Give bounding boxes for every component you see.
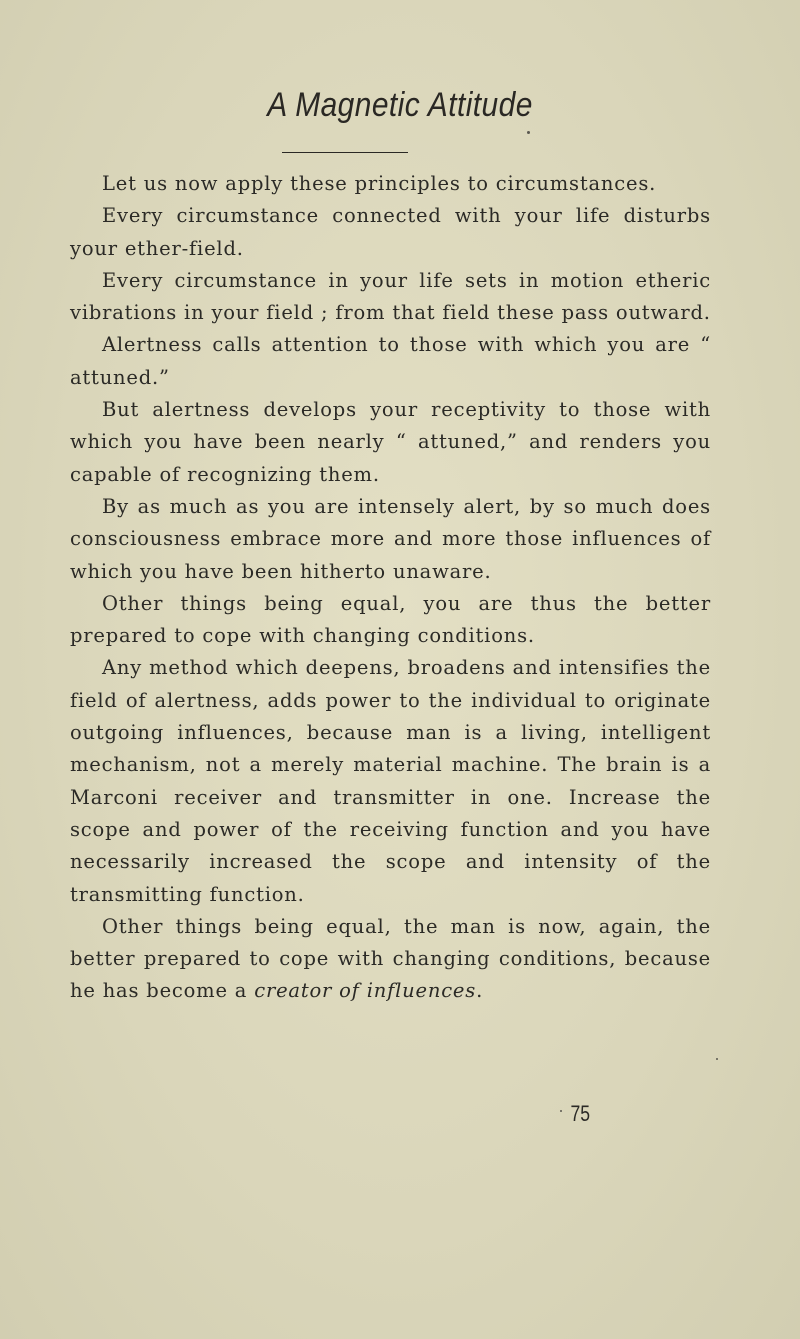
body-text xyxy=(70,168,711,1008)
print-speck xyxy=(527,131,530,134)
paragraph: Other things being equal, you are thus the better prepared to cope with changing conditions. xyxy=(70,591,711,648)
paragraph-last xyxy=(70,911,711,1008)
paragraph-last-text: Other things being equal, the man is now, again, the better prepared to cope with changing conditions, because he has become a xyxy=(70,914,711,1003)
paragraph: But alertness develops your receptivity to those with which you have been nearly “ attuned,” and renders you capable of recognizing them. xyxy=(70,398,711,486)
paragraph: By as much as you are intensely alert, by so much does consciousness embrace more and more those influences of which you have been hitherto unaware. xyxy=(70,494,711,583)
print-speck xyxy=(716,1058,718,1060)
emphasis-text: creator of influences xyxy=(254,979,477,1003)
paragraph: Let us now apply these principles to circumstances. xyxy=(102,172,657,195)
paragraph: Every circumstance in your life sets in motion etheric vibrations in your field ; from that field these pass outward. xyxy=(70,268,711,325)
head-rule xyxy=(282,152,408,153)
paragraph: Alertness calls attention to those with which you are “ attuned.” xyxy=(70,333,711,389)
print-speck xyxy=(560,1110,562,1112)
page-number: 75 xyxy=(570,1101,591,1126)
paragraph: Every circumstance connected with your life disturbs your ether-field. xyxy=(70,204,711,260)
running-head: A Magnetic Attitude xyxy=(267,86,533,124)
paragraph: Any method which deepens, broadens and intensifies the field of alertness, adds power to the individual to originate outgoing influences, because man is a living, intelligent mechanism, not a merely material machine. The brain is a Marconi receiver and transmitter in one. Increase the scope and power of the receiving function and you have necessarily increased the scope and intensity of the transmitting function. xyxy=(70,656,711,906)
paragraph-last-end: . xyxy=(476,979,484,1003)
